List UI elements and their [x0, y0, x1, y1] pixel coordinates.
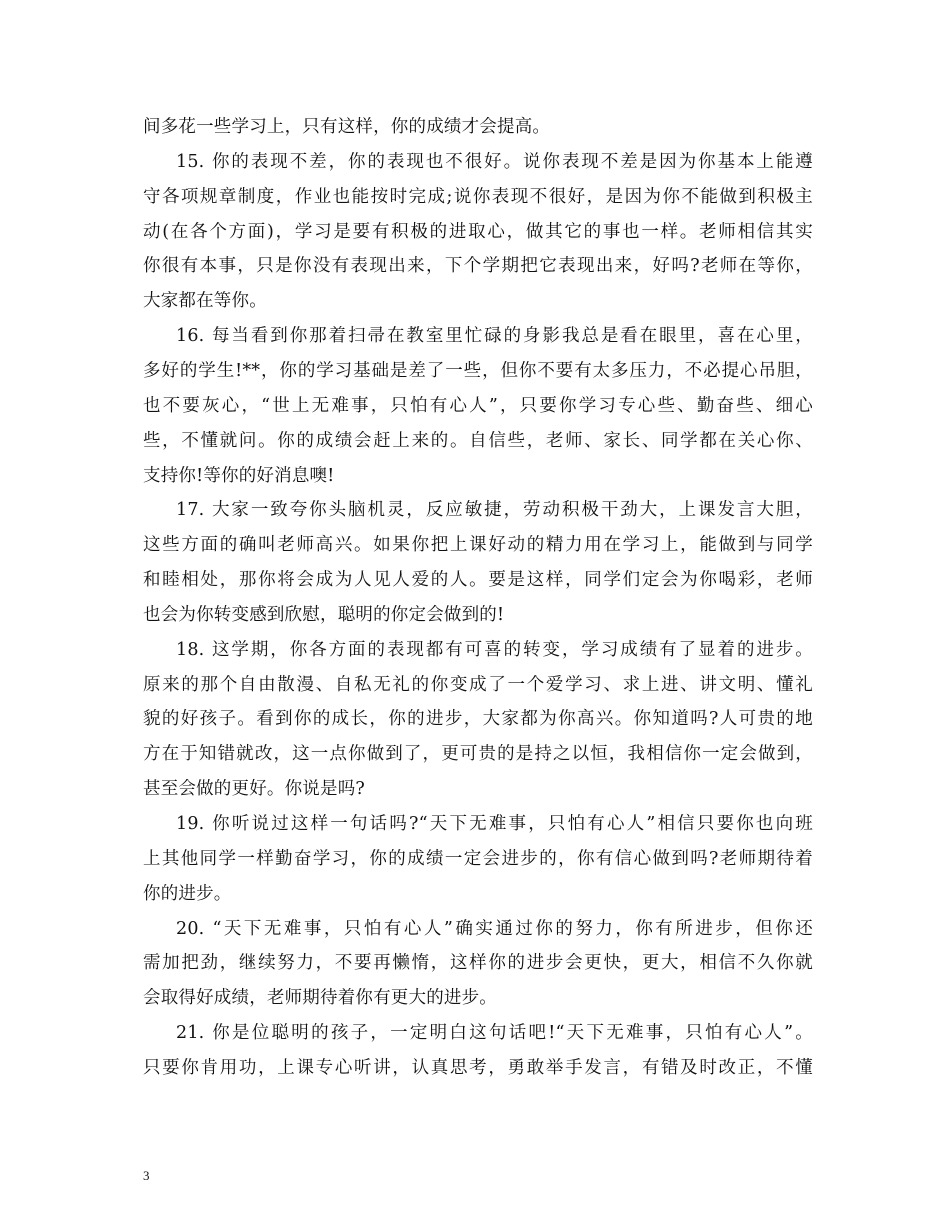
text-line: 需加把劲，继续努力，不要再懒惰，这样你的进步会更快，更大，相信不久你就: [143, 953, 813, 974]
text-line: 19. 你听说过这样一句话吗?“天下无难事，只怕有心人”相信只要你也向班: [176, 814, 813, 834]
text-line: 也不要灰心，“世上无难事，只怕有心人”，只要你学习专心些、勤奋些、细心: [143, 395, 813, 416]
text-line: 原来的那个自由散漫、自私无礼的你变成了一个爱学习、求上进、讲文明、懂礼: [143, 674, 813, 695]
text-line: 20. “天下无难事，只怕有心人”确实通过你的努力，你有所进步，但你还: [176, 918, 813, 939]
text-line: 和睦相处，那你将会成为人见人爱的人。要是这样，同学们定会为你喝彩，老师: [143, 570, 813, 591]
text-line: 貌的好孩子。看到你的成长，你的进步，大家都为你高兴。你知道吗?人可贵的地: [143, 709, 813, 730]
page-number: 3: [143, 1168, 150, 1183]
text-line: 18. 这学期，你各方面的表现都有可喜的转变，学习成绩有了显着的进步。: [176, 639, 813, 660]
text-line: 动(在各个方面)，学习是要有积极的进取心，做其它的事也一样。老师相信其实: [143, 221, 813, 242]
text-line: 间多花一些学习上，只有这样，你的成绩才会提高。: [143, 117, 551, 137]
text-line: 会取得好成绩，老师期待着你有更大的进步。: [143, 988, 497, 1009]
text-line: 甚至会做的更好。你说是吗?: [143, 779, 365, 800]
text-line: 方在于知错就改，这一点你做到了，更可贵的是持之以恒，我相信你一定会做到，: [143, 744, 813, 765]
text-line: 你很有本事，只是你没有表现出来，下个学期把它表现出来，好吗?老师在等你，: [143, 256, 813, 277]
text-line: 支持你!等你的好消息噢!: [143, 465, 335, 486]
text-line: 大家都在等你。: [143, 291, 267, 312]
text-line: 守各项规章制度，作业也能按时完成;说你表现不很好，是因为你不能做到积极主: [143, 186, 813, 207]
text-line: 只要你肯用功，上课专心听讲，认真思考，勇敢举手发言，有错及时改正，不懂: [143, 1057, 813, 1078]
text-line: 15. 你的表现不差，你的表现也不很好。说你表现不差是因为你基本上能遵: [176, 151, 813, 172]
text-line: 你的进步。: [143, 883, 232, 904]
text-line: 些，不懂就问。你的成绩会赶上来的。自信些，老师、家长、同学都在关心你、: [143, 430, 813, 451]
text-line: 也会为你转变感到欣慰，聪明的你定会做到的!: [143, 604, 505, 625]
text-line: 上其他同学一样勤奋学习，你的成绩一定会进步的，你有信心做到吗?老师期待着: [143, 848, 813, 869]
text-line: 21. 你是位聪明的孩子，一定明白这句话吧!“天下无难事，只怕有心人”。: [176, 1023, 813, 1044]
text-line: 多好的学生!**，你的学习基础是差了一些，但你不要有太多压力，不必提心吊胆，: [143, 360, 813, 381]
text-line: 17. 大家一致夸你头脑机灵，反应敏捷，劳动积极干劲大，上课发言大胆，: [176, 500, 813, 521]
text-line: 这些方面的确叫老师高兴。如果你把上课好动的精力用在学习上，能做到与同学: [143, 535, 813, 556]
text-line: 16. 每当看到你那着扫帚在教室里忙碌的身影我总是看在眼里，喜在心里，: [176, 326, 813, 347]
